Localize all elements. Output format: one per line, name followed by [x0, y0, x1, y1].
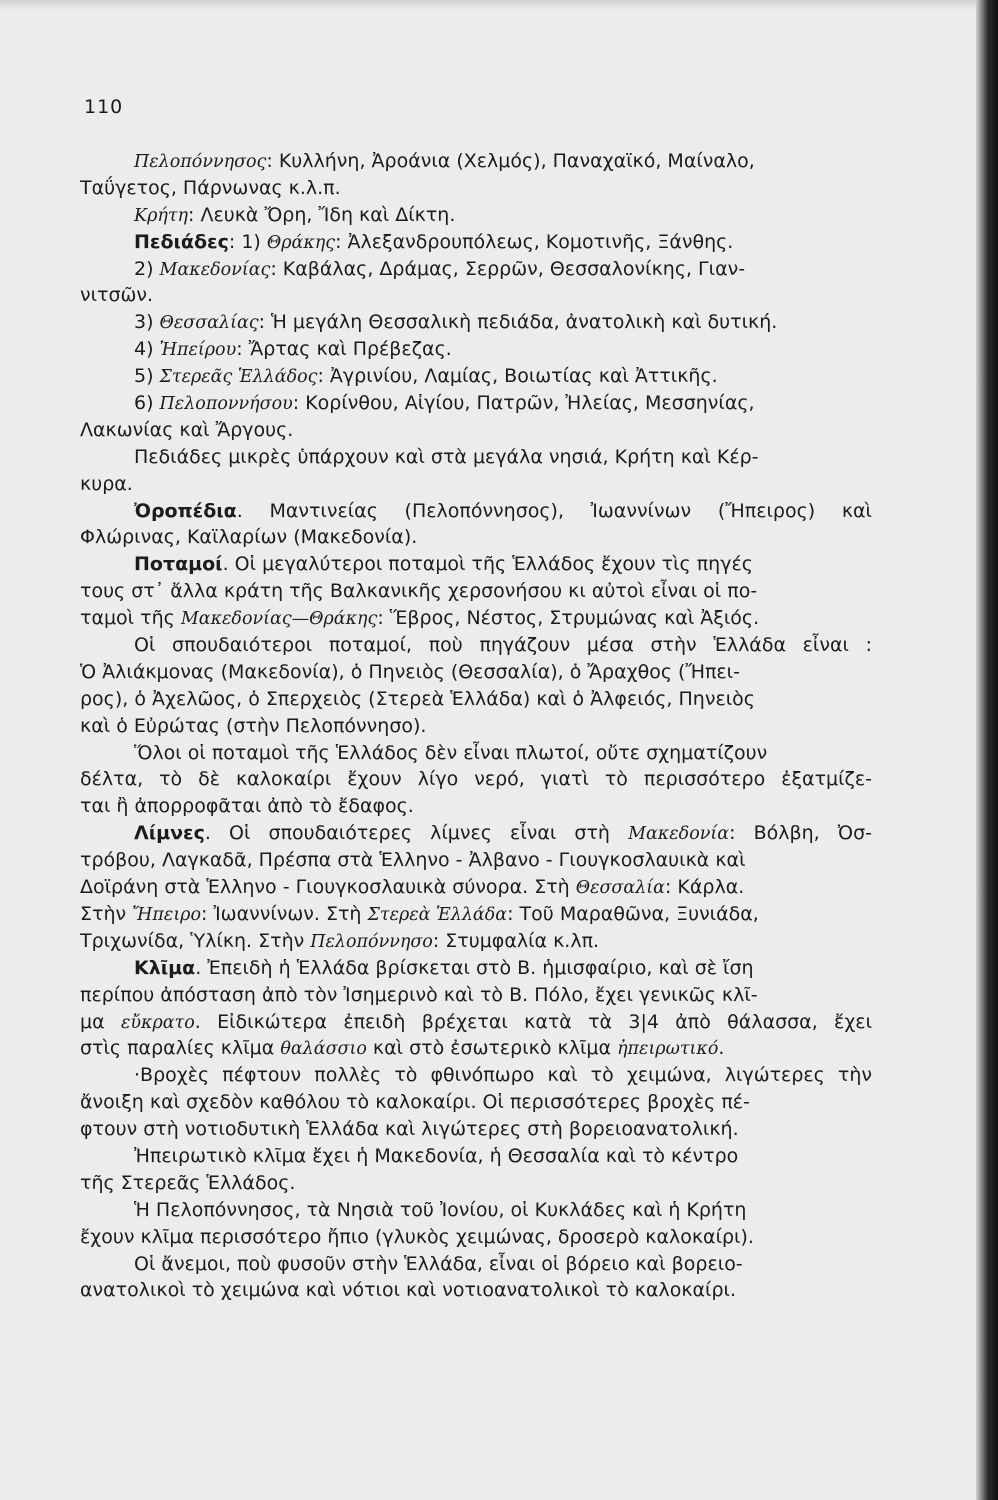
text-line: Τριχωνίδα, Ὑλίκη. Στὴν Πελοπόννησο: Στυμφαλία κ.λπ.: [80, 929, 600, 952]
text-line: 2) Μακεδονίας: Καβάλας, Δράμας, Σερρῶν, Θεσσαλονίκης, Γιαν-: [134, 257, 746, 280]
text-line: 6) Πελοποννήσου: Κορίνθου, Αἰγίου, Πατρῶν, Ἠλείας, Μεσσηνίας,: [134, 392, 755, 415]
text-line: ανατολικοὶ τὸ χειμώνα καὶ νότιοι καὶ νοτιοανατολικοὶ τὸ καλοκαίρι.: [80, 1279, 737, 1302]
text-line: Κλῖμα. Ἐπειδὴ ἡ Ἑλλάδα βρίσκεται στὸ Β. ἡμισφαίριο, καὶ σὲ ἴση: [134, 956, 754, 979]
text-line: Ὁ Ἀλιάκμονας (Μακεδονία), ὁ Πηνειὸς (Θεσσαλία), ὁ Ἄραχθος (Ἤπει-: [80, 660, 740, 683]
text-line: Κρήτη: Λευκὰ Ὄρη, Ἴδη καὶ Δίκτη.: [134, 203, 456, 226]
text-line: ·Βροχὲς πέφτουν πολλὲς τὸ φθινόπωρο καὶ τὸ χειμώνα, λιγώτερες τὴν: [134, 1064, 872, 1087]
page-binding-edge: [976, 0, 998, 1500]
text-line: Ὅλοι οἱ ποταμοὶ τῆς Ἑλλάδος δὲν εἶναι πλωτοί, οὔτε σχηματίζουν: [134, 741, 768, 764]
text-line: ται ἢ ἀπορροφᾶται ἀπὸ τὸ ἔδαφος.: [80, 795, 414, 818]
text-line: δέλτα, τὸ δὲ καλοκαίρι ἔχουν λίγο νερό, γιατὶ τὸ περισσότερο ἐξατμίζε-: [80, 768, 872, 791]
text-line: καὶ ὁ Εὐρώτας (στὴν Πελοπόννησο).: [80, 714, 427, 737]
section-heading-potamoi: Ποταμοί: [134, 553, 223, 576]
text-line: Πελοπόννησος: Κυλλήνη, Ἀροάνια (Χελμός), Παναχαϊκό, Μαίναλο,: [134, 150, 755, 172]
text-line: ἄνοιξη καὶ σχεδὸν καθόλου τὸ καλοκαίρι. Οἱ περισσότερες βροχὲς πέ-: [80, 1091, 750, 1114]
text-line: Ἡ Πελοπόννησος, τὰ Νησιὰ τοῦ Ἰονίου, οἱ Κυκλάδες καὶ ἡ Κρήτη: [134, 1198, 747, 1221]
text-line: στὶς παραλίες κλῖμα θαλάσσιο καὶ στὸ ἐσωτερικὸ κλῖμα ἠπειρωτικό.: [80, 1037, 725, 1060]
text-line: 5) Στερεᾶς Ἑλλάδος: Ἀγρινίου, Λαμίας, Βοιωτίας καὶ Ἀττικῆς.: [134, 365, 718, 388]
text-line: 3) Θεσσαλίας: Ἡ μεγάλη Θεσσαλικὴ πεδιάδα, ἀνατολικὴ καὶ δυτική.: [134, 311, 778, 334]
text-line: Δοϊράνη στὰ Ἑλληνο - Γιουγκοσλαυικὰ σύνορα. Στὴ Θεσσαλία: Κάρλα.: [80, 876, 745, 899]
text-line: Οἱ ἄνεμοι, ποὺ φυσοῦν στὴν Ἑλλάδα, εἶναι οἱ βόρειο καὶ βορειο-: [134, 1252, 743, 1275]
text-line: περίπου ἀπόσταση ἀπὸ τὸν Ἰσημερινὸ καὶ τὸ Β. Πόλο, ἔχει γενικῶς κλῖ-: [80, 983, 758, 1006]
text-line: τους στ᾽ ἄλλα κράτη τῆς Βαλκανικῆς χερσονήσου κι αὐτοὶ εἶναι οἱ πο-: [80, 580, 758, 603]
section-heading-pediades: Πεδιάδες: [134, 230, 229, 253]
text-line: ρος), ὁ Ἀχελῶος, ὁ Σπερχειὸς (Στερεὰ Ἑλλάδα) καὶ ὁ Ἀλφειός, Πηνειὸς: [80, 687, 755, 710]
text-line: νιτσῶν.: [80, 284, 154, 307]
text-line: Λακωνίας καὶ Ἄργους.: [80, 418, 294, 441]
text-line: Στὴν Ἤπειρο: Ἰωαννίνων. Στὴ Στερεὰ Ἑλλάδα: Τοῦ Μαραθῶνα, Ξυνιάδα,: [80, 902, 759, 925]
body-text: [80, 148, 872, 1304]
text-line: φτουν στὴ νοτιοδυτικὴ Ἑλλάδα καὶ λιγώτερες στὴ βορειοανατολική.: [80, 1118, 739, 1141]
text-line: Φλώρινας, Καϊλαρίων (Μακεδονία).: [80, 526, 418, 549]
text-line: Λίμνες. Οἱ σπουδαιότερες λίμνες εἶναι στὴ Μακεδονία: Βόλβη, Ὀσ-: [134, 822, 872, 845]
text-line: Ταΰγετος, Πάρνωνας κ.λ.π.: [80, 176, 341, 199]
page-number: 110: [84, 96, 124, 118]
text-line: Πεδιάδες μικρὲς ὑπάρχουν καὶ στὰ μεγάλα νησιά, Κρήτη καὶ Κέρ-: [134, 445, 759, 468]
text-line: ταμοὶ τῆς Μακεδονίας—Θράκης: Ἕβρος, Νέστος, Στρυμώνας καὶ Ἀξιός.: [80, 607, 760, 630]
text-line: τρόβου, Λαγκαδᾶ, Πρέσπα στὰ Ἑλληνο - Ἀλβανο - Γιουγκοσλαυικὰ καὶ: [80, 849, 746, 872]
text-line: μα εὔκρατο. Εἰδικώτερα ἐπειδὴ βρέχεται κατὰ τὰ 3|4 ἀπὸ θάλασσα, ἔχει: [80, 1010, 873, 1033]
text-line: 4) Ἠπείρου: Ἄρτας καὶ Πρέβεζας.: [134, 338, 452, 361]
text-line: Οἱ σπουδαιότεροι ποταμοί, ποὺ πηγάζουν μέσα στὴν Ἑλλάδα εἶναι :: [134, 634, 872, 657]
section-heading-klima: Κλῖμα: [134, 956, 196, 979]
text-line: Ποταμοί. Οἱ μεγαλύτεροι ποταμοὶ τῆς Ἑλλάδος ἔχουν τὶς πηγές: [134, 553, 753, 576]
text-line: τῆς Στερεᾶς Ἑλλάδος.: [80, 1171, 296, 1194]
page-top-shadow: [0, 0, 998, 10]
text-line: Ὀροπέδια. Μαντινείας (Πελοπόννησος), Ἰωαννίνων (Ἤπειρος) καὶ: [134, 499, 872, 522]
text-line: ἔχουν κλῖμα περισσότερο ἤπιο (γλυκὸς χειμώνας, δροσερὸ καλοκαίρι).: [80, 1225, 754, 1248]
section-heading-oropedia: Ὀροπέδια: [134, 499, 237, 522]
text-line: κυρα.: [80, 472, 133, 495]
text-line: Ἠπειρωτικὸ κλῖμα ἔχει ἡ Μακεδονία, ἡ Θεσσαλία καὶ τὸ κέντρο: [134, 1144, 739, 1167]
text-line: Πεδιάδες: 1) Θράκης: Ἀλεξανδρουπόλεως, Κομοτινῆς, Ξάνθης.: [134, 230, 734, 253]
section-heading-limnes: Λίμνες: [134, 822, 205, 845]
